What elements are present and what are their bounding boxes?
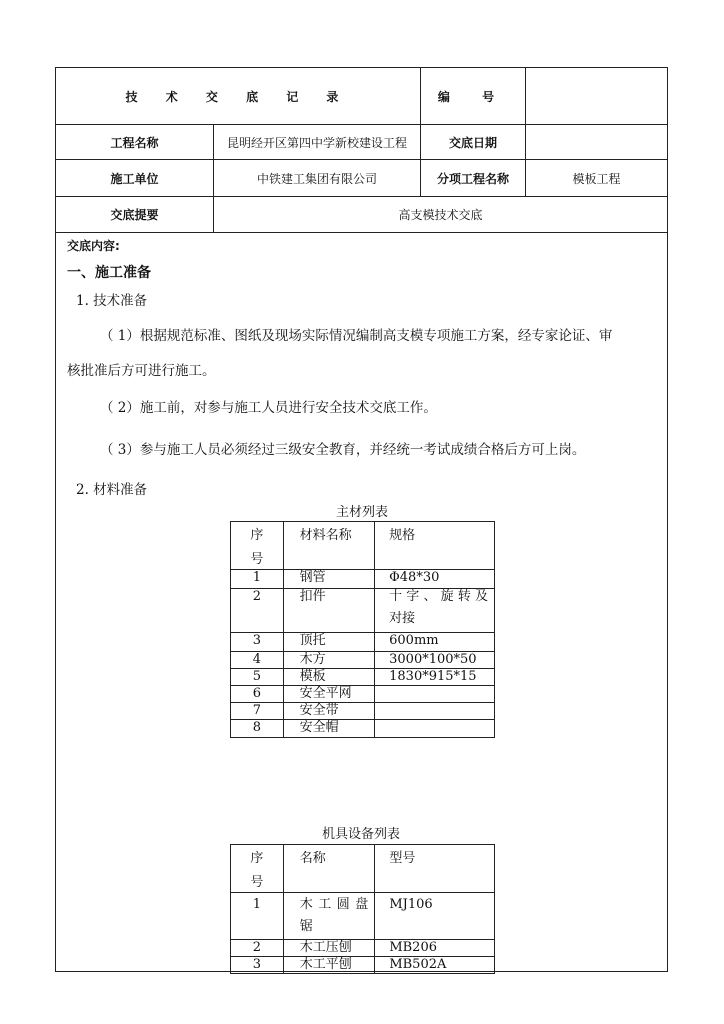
row-name-cont: 锯 [299, 919, 313, 934]
table-row [231, 570, 495, 589]
row-no: 6 [231, 686, 284, 703]
col-name-header: 材料名称 [283, 522, 374, 570]
row-spec: 十字、旋转及 [389, 589, 488, 604]
table-row [231, 589, 495, 633]
table-row [231, 633, 495, 652]
sub-project-label: 分项工程名称 [421, 160, 526, 197]
col-no-header: 序 [250, 528, 264, 543]
equipment-table [230, 844, 495, 974]
table-row [231, 957, 495, 974]
row-spec: 1830*915*15 [375, 669, 495, 686]
table-row [231, 686, 495, 703]
date-label: 交底日期 [421, 125, 526, 160]
row-model: MB206 [375, 940, 495, 957]
sub-project-value: 模板工程 [526, 160, 668, 197]
content-label: 交底内容: [67, 239, 120, 253]
row-name: 安全帽 [283, 720, 374, 738]
row-no: 5 [231, 669, 284, 686]
row-spec [375, 720, 495, 738]
row-name: 模板 [283, 669, 374, 686]
row-name: 安全带 [283, 703, 374, 720]
materials-table [230, 521, 495, 738]
summary-value: 高支模技术交底 [214, 197, 668, 233]
row-name: 木工平刨 [283, 957, 375, 974]
row-no: 8 [231, 720, 284, 738]
table-row [231, 703, 495, 720]
row-spec: 600mm [375, 633, 495, 652]
paragraph-1-line-2: 核批准后方可进行施工。 [67, 363, 216, 379]
project-name-label: 工程名称 [56, 125, 214, 160]
row-model: MJ106 [375, 893, 495, 940]
col-no-header-2: 号 [250, 875, 264, 890]
table-header-row [231, 522, 495, 570]
table-row [231, 893, 495, 940]
table-row [231, 652, 495, 669]
row-spec-cont: 对接 [389, 611, 416, 626]
subsection-materials: 2. 材料准备 [76, 482, 148, 498]
row-no: 1 [231, 893, 284, 940]
row-name: 钢管 [283, 570, 374, 589]
col-spec-header: 规格 [375, 522, 495, 570]
row-no: 2 [231, 589, 284, 633]
row-spec [375, 703, 495, 720]
row-spec: 3000*100*50 [375, 652, 495, 669]
project-name-value: 昆明经开区第四中学新校建设工程 [214, 125, 421, 160]
row-no: 1 [231, 570, 284, 589]
paragraph-3: （ 3）参与施工人员必须经过三级安全教育，并经统一考试成绩合格后方可上岗。 [100, 442, 586, 458]
table-row [231, 669, 495, 686]
equipment-caption: 机具设备列表 [322, 827, 401, 842]
materials-caption: 主材列表 [336, 505, 389, 520]
col-no-header: 序 [250, 851, 264, 866]
row-no: 2 [231, 940, 284, 957]
constructor-label: 施工单位 [56, 160, 214, 197]
row-name: 木方 [283, 652, 374, 669]
row-name: 木工压刨 [283, 940, 375, 957]
table-header-row [231, 845, 495, 893]
subsection-technical: 1. 技术准备 [76, 293, 148, 309]
record-title: 技 术 交 底 记 录 [56, 68, 421, 125]
row-model: MB502A [375, 957, 495, 974]
row-name: 扣件 [283, 589, 374, 633]
table-row [231, 940, 495, 957]
row-name: 安全平网 [283, 686, 374, 703]
summary-label: 交底提要 [56, 197, 214, 233]
table-row [231, 720, 495, 738]
paragraph-2: （ 2）施工前，对参与施工人员进行安全技术交底工作。 [100, 400, 437, 416]
number-label: 编 号 [421, 68, 526, 125]
section-heading: 一、施工准备 [67, 265, 151, 281]
row-name: 木工圆盘 [299, 897, 369, 912]
row-name: 顶托 [283, 633, 374, 652]
row-no: 3 [231, 957, 284, 974]
col-name-header: 名称 [283, 845, 375, 893]
constructor-value: 中铁建工集团有限公司 [214, 160, 421, 197]
paragraph-1-line-1: （ 1）根据规范标准、图纸及现场实际情况编制高支模专项施工方案，经专家论证、审 [100, 328, 613, 344]
col-model-header: 型号 [375, 845, 495, 893]
row-spec: Φ48*30 [375, 570, 495, 589]
row-no: 4 [231, 652, 284, 669]
row-no: 7 [231, 703, 284, 720]
col-no-header-2: 号 [250, 552, 264, 567]
row-spec [375, 686, 495, 703]
row-no: 3 [231, 633, 284, 652]
